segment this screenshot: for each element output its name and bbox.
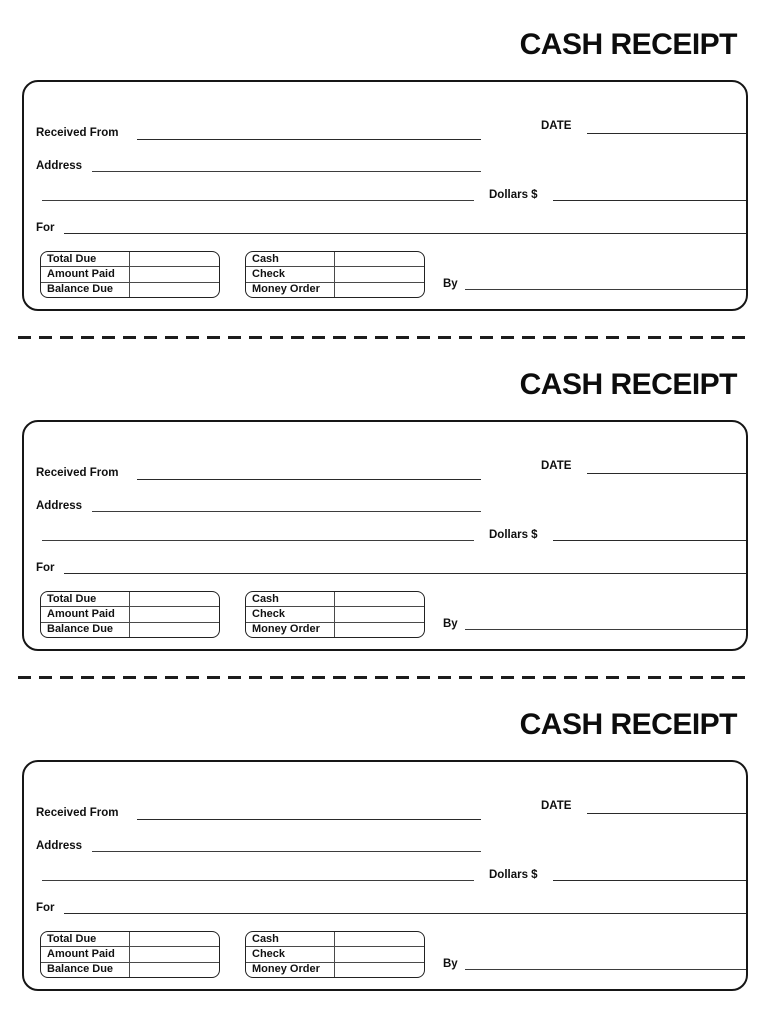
by-label: By: [443, 958, 458, 970]
address-line2-input[interactable]: [42, 200, 474, 201]
page-title: CASH RECEIPT: [519, 708, 737, 741]
page-title: CASH RECEIPT: [519, 368, 737, 401]
table-row-cash: [246, 932, 424, 946]
received-from-label: Received From: [36, 467, 119, 479]
check-cell[interactable]: [335, 607, 424, 621]
address-label: Address: [36, 840, 83, 852]
dollars-label: Dollars $: [489, 869, 538, 881]
cash-cell[interactable]: [335, 592, 424, 606]
receipt-section-1: [0, 0, 770, 340]
address-label: Address: [36, 500, 83, 512]
dollars-input[interactable]: [553, 200, 746, 201]
cut-dashed-line: [18, 336, 752, 339]
balance-due-cell[interactable]: [130, 283, 219, 297]
date-label: DATE: [541, 460, 572, 472]
money-order-cell[interactable]: [335, 963, 424, 977]
for-label: For: [36, 902, 55, 914]
table-row-money-order: [246, 622, 424, 637]
receipt-section-2: [0, 340, 770, 680]
table-row-amount-paid: [41, 606, 219, 621]
table-row-balance-due: [41, 622, 219, 637]
cash-cell[interactable]: [335, 932, 424, 946]
address-line2-input[interactable]: [42, 880, 474, 881]
dollars-input[interactable]: [553, 540, 746, 541]
table-row-balance-due: [41, 282, 219, 297]
dollars-input[interactable]: [553, 880, 746, 881]
date-label: DATE: [541, 120, 572, 132]
total-due-cell[interactable]: [130, 252, 219, 266]
money-order-label: Money Order: [246, 963, 335, 977]
receipt-box: [22, 80, 748, 311]
date-input[interactable]: [587, 473, 746, 474]
received-from-input[interactable]: [137, 479, 481, 480]
for-input[interactable]: [64, 913, 746, 914]
balance-due-cell[interactable]: [130, 963, 219, 977]
table-row-money-order: [246, 282, 424, 297]
total-due-label: Total Due: [41, 252, 130, 266]
by-input[interactable]: [465, 629, 746, 630]
page-title: CASH RECEIPT: [519, 28, 737, 61]
table-row-amount-paid: [41, 946, 219, 961]
balance-due-cell[interactable]: [130, 623, 219, 637]
total-due-label: Total Due: [41, 932, 130, 946]
table-row-check: [246, 946, 424, 961]
for-input[interactable]: [64, 233, 746, 234]
payment-table: [245, 591, 425, 638]
check-cell[interactable]: [335, 947, 424, 961]
for-label: For: [36, 562, 55, 574]
received-from-input[interactable]: [137, 819, 481, 820]
amount-paid-cell[interactable]: [130, 607, 219, 621]
table-row-total-due: [41, 592, 219, 606]
cash-cell[interactable]: [335, 252, 424, 266]
table-row-cash: [246, 252, 424, 266]
balance-due-label: Balance Due: [41, 963, 130, 977]
receipt-section-3: [0, 680, 770, 1020]
table-row-money-order: [246, 962, 424, 977]
by-input[interactable]: [465, 969, 746, 970]
for-label: For: [36, 222, 55, 234]
address-input[interactable]: [92, 171, 481, 172]
balance-due-label: Balance Due: [41, 283, 130, 297]
money-order-cell[interactable]: [335, 623, 424, 637]
dollars-label: Dollars $: [489, 529, 538, 541]
received-from-label: Received From: [36, 807, 119, 819]
receipt-box: [22, 420, 748, 651]
payment-table: [245, 251, 425, 298]
address-line2-input[interactable]: [42, 540, 474, 541]
table-row-total-due: [41, 932, 219, 946]
by-input[interactable]: [465, 289, 746, 290]
by-label: By: [443, 278, 458, 290]
cut-dashed-line: [18, 676, 752, 679]
received-from-input[interactable]: [137, 139, 481, 140]
cash-label: Cash: [246, 252, 335, 266]
money-order-label: Money Order: [246, 283, 335, 297]
amount-paid-label: Amount Paid: [41, 607, 130, 621]
check-label: Check: [246, 267, 335, 281]
table-row-balance-due: [41, 962, 219, 977]
amount-paid-cell[interactable]: [130, 947, 219, 961]
amount-paid-cell[interactable]: [130, 267, 219, 281]
table-row-check: [246, 606, 424, 621]
money-order-label: Money Order: [246, 623, 335, 637]
payment-table: [245, 931, 425, 978]
amount-paid-label: Amount Paid: [41, 267, 130, 281]
total-due-label: Total Due: [41, 592, 130, 606]
received-from-label: Received From: [36, 127, 119, 139]
for-input[interactable]: [64, 573, 746, 574]
table-row-cash: [246, 592, 424, 606]
table-row-total-due: [41, 252, 219, 266]
check-label: Check: [246, 607, 335, 621]
balance-due-label: Balance Due: [41, 623, 130, 637]
address-input[interactable]: [92, 511, 481, 512]
dollars-label: Dollars $: [489, 189, 538, 201]
amount-table: [40, 251, 220, 298]
date-input[interactable]: [587, 133, 746, 134]
date-label: DATE: [541, 800, 572, 812]
receipt-box: [22, 760, 748, 991]
check-label: Check: [246, 947, 335, 961]
amount-table: [40, 591, 220, 638]
total-due-cell[interactable]: [130, 932, 219, 946]
date-input[interactable]: [587, 813, 746, 814]
by-label: By: [443, 618, 458, 630]
table-row-amount-paid: [41, 266, 219, 281]
cash-label: Cash: [246, 932, 335, 946]
amount-table: [40, 931, 220, 978]
check-cell[interactable]: [335, 267, 424, 281]
table-row-check: [246, 266, 424, 281]
total-due-cell[interactable]: [130, 592, 219, 606]
money-order-cell[interactable]: [335, 283, 424, 297]
address-label: Address: [36, 160, 83, 172]
cash-label: Cash: [246, 592, 335, 606]
amount-paid-label: Amount Paid: [41, 947, 130, 961]
address-input[interactable]: [92, 851, 481, 852]
